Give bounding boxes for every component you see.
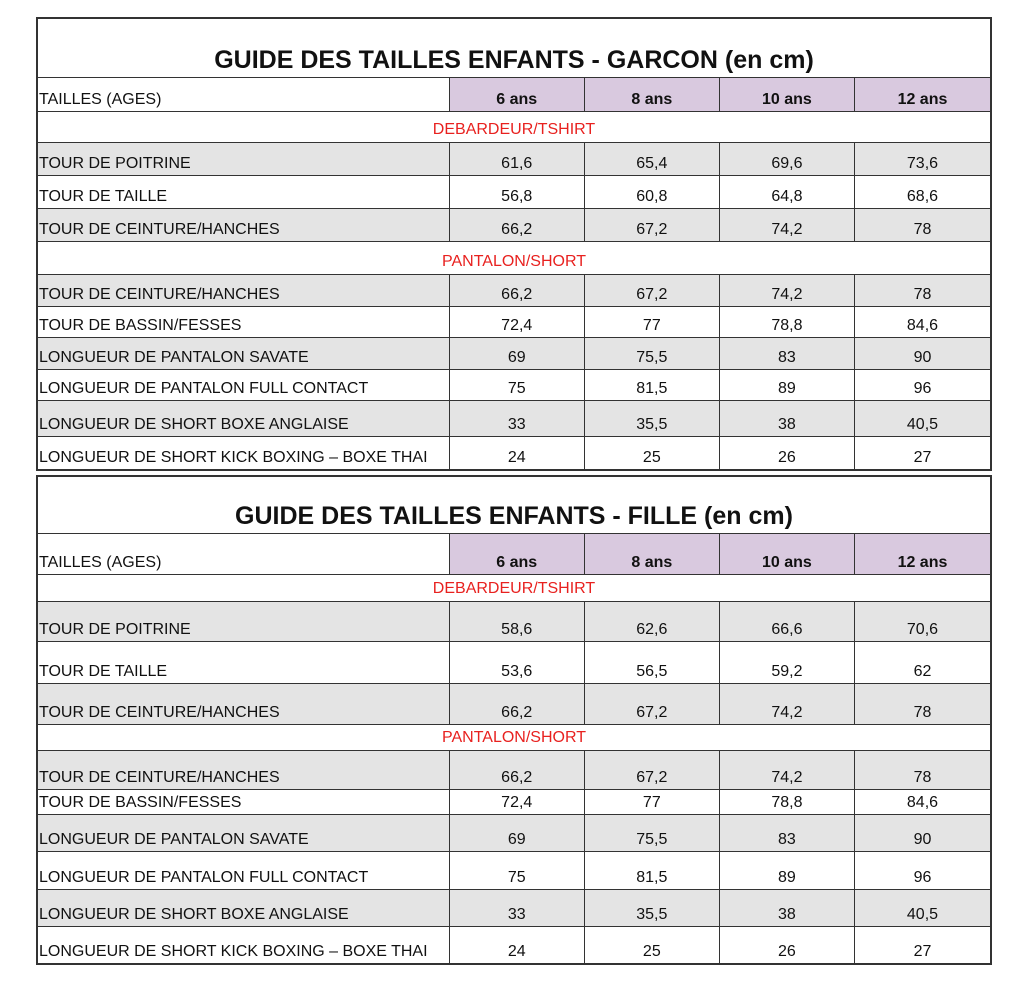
table-row [38, 436, 990, 469]
table-row [38, 641, 990, 683]
row-label: LONGUEUR DE SHORT BOXE ANGLAISE [38, 401, 450, 436]
row-label: TOUR DE CEINTURE/HANCHES [38, 209, 450, 241]
table-row [38, 814, 990, 851]
row-value: 66,2 [450, 751, 585, 789]
table-row [38, 926, 990, 963]
row-value: 62 [913, 663, 932, 680]
row-value: 61,6 [450, 143, 585, 175]
row-label: LONGUEUR DE PANTALON SAVATE [38, 815, 450, 851]
row-label: TOUR DE CEINTURE/HANCHES [38, 275, 450, 306]
table-row [38, 142, 990, 175]
row-value: 68,6 [906, 188, 939, 205]
row-value: 81,5 [585, 852, 720, 889]
size-guide-boy [36, 17, 992, 471]
col-12-ans: 12 ans [855, 534, 990, 574]
row-value: 56,5 [585, 642, 720, 683]
col-8-ans: 8 ans [585, 78, 720, 111]
table-title: GUIDE DES TAILLES ENFANTS - FILLE (en cm) [38, 477, 990, 534]
row-value: 62,6 [585, 602, 720, 641]
row-value: 83 [720, 815, 855, 851]
row-value: 26 [720, 927, 855, 963]
row-value: 27 [913, 943, 932, 960]
row-value: 78 [913, 221, 932, 238]
row-value: 89 [720, 370, 855, 400]
row-value: 40,5 [906, 906, 939, 923]
row-label: TOUR DE TAILLE [38, 642, 450, 683]
row-value: 83 [720, 338, 855, 369]
row-value: 67,2 [585, 751, 720, 789]
col-6-ans: 6 ans [450, 534, 585, 574]
row-value: 74,2 [720, 275, 855, 306]
row-value: 67,2 [585, 209, 720, 241]
row-value: 56,8 [450, 176, 585, 208]
row-value: 24 [450, 927, 585, 963]
row-value: 72,4 [450, 307, 585, 337]
row-value: 84,6 [906, 794, 939, 811]
row-value: 25 [585, 437, 720, 469]
table-row [38, 400, 990, 436]
table-row [38, 274, 990, 306]
col-8-ans: 8 ans [585, 534, 720, 574]
row-value: 66,6 [720, 602, 855, 641]
row-value: 78 [913, 769, 932, 786]
table-row [38, 889, 990, 926]
row-value: 66,2 [450, 275, 585, 306]
row-value: 77 [585, 790, 720, 814]
row-label: LONGUEUR DE SHORT BOXE ANGLAISE [38, 890, 450, 926]
row-label: TOUR DE BASSIN/FESSES [38, 307, 450, 337]
table-row [38, 789, 990, 814]
row-value: 67,2 [585, 275, 720, 306]
row-value: 65,4 [585, 143, 720, 175]
table-row [38, 175, 990, 208]
row-value: 69,6 [720, 143, 855, 175]
col-10-ans: 10 ans [720, 78, 855, 111]
row-value: 78 [913, 286, 932, 303]
col-6-ans: 6 ans [450, 78, 585, 111]
row-value: 24 [450, 437, 585, 469]
row-value: 75 [450, 370, 585, 400]
row-value: 27 [913, 449, 932, 466]
row-value: 73,6 [906, 155, 939, 172]
row-value: 33 [450, 401, 585, 436]
row-value: 69 [450, 815, 585, 851]
row-label: LONGUEUR DE PANTALON SAVATE [38, 338, 450, 369]
header-label: TAILLES (AGES) [38, 78, 450, 111]
row-value: 33 [450, 890, 585, 926]
row-value: 72,4 [450, 790, 585, 814]
row-value: 75 [450, 852, 585, 889]
row-value: 70,6 [906, 621, 939, 638]
row-value: 78 [913, 704, 932, 721]
size-guide-girl [36, 475, 992, 965]
table-row [38, 851, 990, 889]
header-row [38, 534, 990, 574]
row-value: 74,2 [720, 751, 855, 789]
table-row [38, 208, 990, 241]
row-label: TOUR DE BASSIN/FESSES [38, 790, 450, 814]
col-10-ans: 10 ans [720, 534, 855, 574]
row-value: 84,6 [906, 317, 939, 334]
header-row [38, 78, 990, 111]
row-value: 78,8 [720, 307, 855, 337]
row-value: 90 [913, 831, 932, 848]
row-value: 77 [585, 307, 720, 337]
row-value: 38 [720, 890, 855, 926]
section-title: PANTALON/SHORT [38, 724, 990, 750]
row-label: TOUR DE CEINTURE/HANCHES [38, 751, 450, 789]
table-row [38, 683, 990, 724]
row-value: 78,8 [720, 790, 855, 814]
row-value: 90 [913, 349, 932, 366]
row-value: 35,5 [585, 401, 720, 436]
row-value: 96 [913, 869, 932, 886]
row-value: 69 [450, 338, 585, 369]
row-label: LONGUEUR DE PANTALON FULL CONTACT [38, 370, 450, 400]
section-title: PANTALON/SHORT [38, 241, 990, 274]
row-value: 96 [913, 380, 932, 397]
row-value: 58,6 [450, 602, 585, 641]
table-row [38, 750, 990, 789]
row-value: 75,5 [585, 338, 720, 369]
row-value: 25 [585, 927, 720, 963]
row-label: TOUR DE CEINTURE/HANCHES [38, 684, 450, 724]
col-12-ans: 12 ans [855, 78, 990, 111]
table-title: GUIDE DES TAILLES ENFANTS - GARCON (en cm) [38, 19, 990, 78]
row-value: 67,2 [585, 684, 720, 724]
row-value: 74,2 [720, 684, 855, 724]
row-value: 66,2 [450, 684, 585, 724]
row-label: LONGUEUR DE SHORT KICK BOXING – BOXE THAI [38, 437, 450, 469]
section-title: DEBARDEUR/TSHIRT [38, 111, 990, 142]
row-value: 59,2 [720, 642, 855, 683]
header-label: TAILLES (AGES) [38, 534, 450, 574]
row-value: 66,2 [450, 209, 585, 241]
row-value: 35,5 [585, 890, 720, 926]
row-label: LONGUEUR DE PANTALON FULL CONTACT [38, 852, 450, 889]
row-value: 64,8 [720, 176, 855, 208]
table-row [38, 601, 990, 641]
row-value: 40,5 [906, 416, 939, 433]
row-value: 89 [720, 852, 855, 889]
row-label: TOUR DE POITRINE [38, 602, 450, 641]
table-row [38, 337, 990, 369]
row-value: 75,5 [585, 815, 720, 851]
row-label: TOUR DE TAILLE [38, 176, 450, 208]
row-value: 81,5 [585, 370, 720, 400]
table-row [38, 306, 990, 337]
table-row [38, 369, 990, 400]
row-value: 74,2 [720, 209, 855, 241]
row-value: 38 [720, 401, 855, 436]
row-value: 26 [720, 437, 855, 469]
row-label: TOUR DE POITRINE [38, 143, 450, 175]
row-label: LONGUEUR DE SHORT KICK BOXING – BOXE THAI [38, 927, 450, 963]
section-title: DEBARDEUR/TSHIRT [38, 574, 990, 601]
row-value: 60,8 [585, 176, 720, 208]
row-value: 53,6 [450, 642, 585, 683]
